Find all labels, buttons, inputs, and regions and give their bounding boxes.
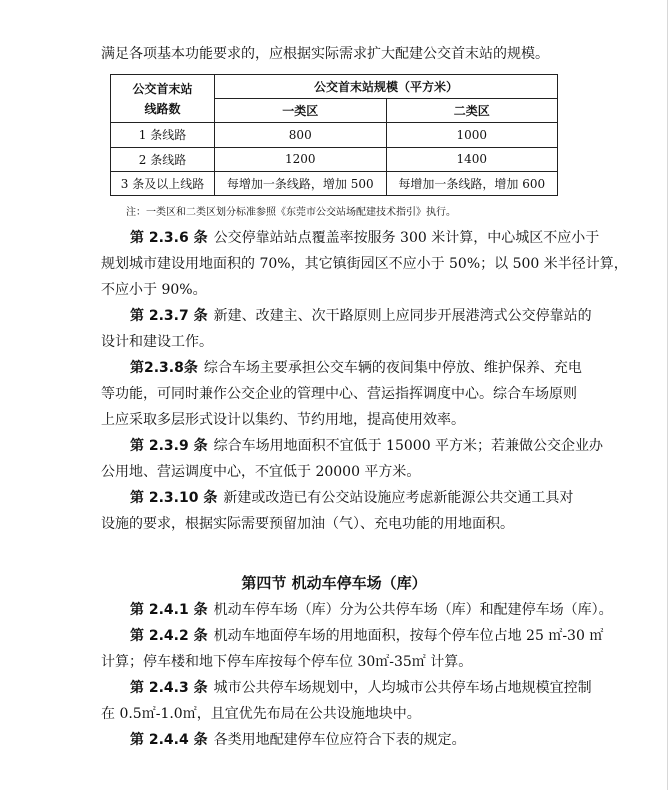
article-number: 第 2.3.9 条 xyxy=(130,438,208,454)
article-2-4-2-line-2: 计算；停车楼和地下停车库按每个停车位 30㎡-35㎡ 计算。 xyxy=(101,654,473,670)
cell-lines: 2 条线路 xyxy=(111,147,215,171)
section-title: 第四节 机动车停车场（库） xyxy=(241,574,427,592)
cell-class2: 每增加一条线路，增加 600 xyxy=(386,171,558,195)
article-2-3-8-line-3: 上应采取多层形式设计以集约、节约用地，提高使用效率。 xyxy=(101,412,465,428)
article-2-4-4-line-1 xyxy=(130,730,466,750)
article-2-4-2-line-1 xyxy=(130,626,603,646)
table-header-class1: 一类区 xyxy=(215,99,387,123)
article-2-3-10-line-2: 设施的要求，根据实际需要预留加油（气）、充电功能的用地面积。 xyxy=(101,516,514,532)
table-row xyxy=(111,147,558,171)
article-number: 第 2.4.4 条 xyxy=(130,732,208,748)
article-2-3-7-line-1 xyxy=(130,306,592,326)
article-text: 机动车地面停车场的用地面积，按每个停车位占地 25 ㎡-30 ㎡ xyxy=(213,628,604,644)
article-number: 第 2.3.6 条 xyxy=(130,230,208,246)
article-2-3-8-line-2: 等功能，可同时兼作公交企业的管理中心、营运指挥调度中心。综合车场原则 xyxy=(101,386,577,402)
article-number: 第 2.4.1 条 xyxy=(130,602,208,618)
article-number: 第 2.3.7 条 xyxy=(130,308,208,324)
article-2-4-1-line-1 xyxy=(130,600,613,620)
article-2-3-10-line-1 xyxy=(130,488,573,508)
header-line-2: 线路数 xyxy=(144,101,181,116)
article-2-3-9-line-1 xyxy=(130,436,603,456)
article-number: 第 2.4.2 条 xyxy=(130,628,208,644)
cell-lines: 3 条及以上线路 xyxy=(111,171,215,195)
header-line-1: 公交首末站 xyxy=(132,81,193,96)
article-2-3-6-line-1 xyxy=(130,228,599,248)
intro-line: 满足各项基本功能要求的，应根据实际需求扩大配建公交首末站的规模。 xyxy=(101,46,549,62)
article-number: 第2.3.8条 xyxy=(130,360,198,376)
article-text: 综合车场用地面积不宜低于 15000 平方米；若兼做公交企业办 xyxy=(213,438,604,454)
article-2-3-9-line-2: 公用地、营运调度中心，不宜低于 20000 平方米。 xyxy=(101,464,421,480)
cell-class2: 1000 xyxy=(386,123,558,147)
article-text: 公交停靠站站点覆盖率按服务 300 米计算，中心城区不应小于 xyxy=(213,230,600,246)
bus-terminal-scale-table xyxy=(110,74,558,196)
article-number: 第 2.4.3 条 xyxy=(130,680,208,696)
article-text: 新建或改造已有公交站设施应考虑新能源公共交通工具对 xyxy=(223,490,574,506)
table-row xyxy=(111,123,558,147)
article-2-3-8-line-1 xyxy=(130,358,582,378)
article-2-4-3-line-2: 在 0.5㎡-1.0㎡，且宜优先布局在公共设施地块中。 xyxy=(101,706,421,722)
table-row xyxy=(111,171,558,195)
article-number: 第 2.3.10 条 xyxy=(130,490,218,506)
table-header-lines xyxy=(111,75,215,123)
table-header-class2: 二类区 xyxy=(386,99,558,123)
cell-class1: 800 xyxy=(215,123,387,147)
cell-class1: 每增加一条线路，增加 500 xyxy=(215,171,387,195)
cell-class1: 1200 xyxy=(215,147,387,171)
article-2-4-3-line-1 xyxy=(130,678,592,698)
article-2-3-6-line-2: 规划城市建设用地面积的 70%，其它镇街园区不应小于 50%；以 500 米半径计算， xyxy=(101,256,628,272)
table-header-scale: 公交首末站规模（平方米） xyxy=(215,75,558,99)
article-2-3-7-line-2: 设计和建设工作。 xyxy=(101,334,213,350)
article-text: 新建、改建主、次干路原则上应同步开展港湾式公交停靠站的 xyxy=(213,308,592,324)
cell-lines: 1 条线路 xyxy=(111,123,215,147)
cell-class2: 1400 xyxy=(386,147,558,171)
article-text: 城市公共停车场规划中，人均城市公共停车场占地规模宜控制 xyxy=(213,680,592,696)
article-text: 综合车场主要承担公交车辆的夜间集中停放、维护保养、充电 xyxy=(203,360,582,376)
article-text: 各类用地配建停车位应符合下表的规定。 xyxy=(213,732,466,748)
table-note: 注：一类区和二类区划分标准参照《东莞市公交站场配建技术指引》执行。 xyxy=(126,207,456,218)
article-2-3-6-line-3: 不应小于 90%。 xyxy=(101,282,207,298)
article-text: 机动车停车场（库）分为公共停车场（库）和配建停车场（库）。 xyxy=(213,602,613,618)
